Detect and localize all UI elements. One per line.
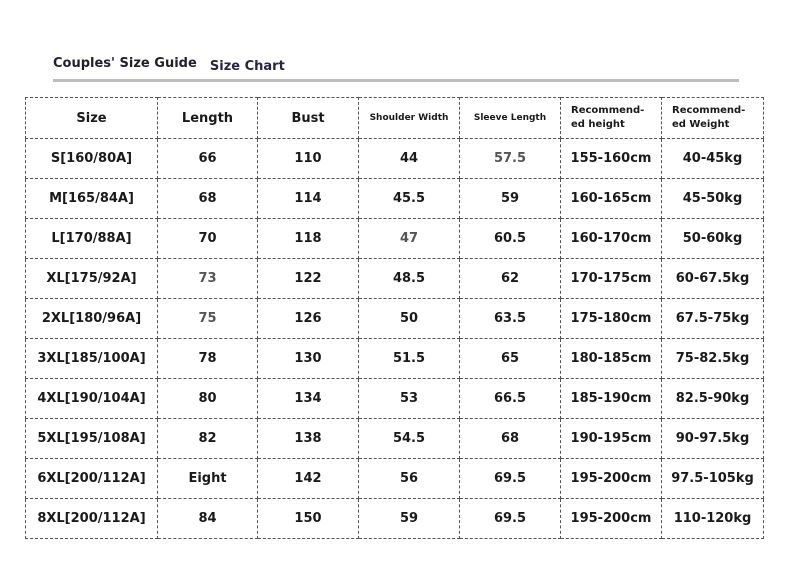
cell-height: 160-170cm xyxy=(561,219,662,259)
cell-size: 5XL[195/108A] xyxy=(26,419,158,459)
cell-sleeve: 63.5 xyxy=(460,299,561,339)
cell-sleeve: 59 xyxy=(460,179,561,219)
header-recommended-height xyxy=(561,98,662,139)
cell-length: 78 xyxy=(158,339,258,379)
cell-height: 180-185cm xyxy=(561,339,662,379)
header-recommended-weight-line1: Recommend- xyxy=(672,105,746,116)
cell-sleeve: 66.5 xyxy=(460,379,561,419)
header-shoulder-width: Shoulder Width xyxy=(359,98,460,139)
cell-length: Eight xyxy=(158,459,258,499)
cell-bust: 122 xyxy=(258,259,359,299)
cell-length: 84 xyxy=(158,499,258,539)
table-row xyxy=(26,339,764,379)
size-chart-table xyxy=(25,97,764,539)
table-row xyxy=(26,139,764,179)
cell-weight: 60-67.5kg xyxy=(662,259,764,299)
cell-weight: 90-97.5kg xyxy=(662,419,764,459)
cell-sleeve: 62 xyxy=(460,259,561,299)
cell-bust: 118 xyxy=(258,219,359,259)
cell-height: 195-200cm xyxy=(561,459,662,499)
cell-shoulder: 53 xyxy=(359,379,460,419)
cell-size: 4XL[190/104A] xyxy=(26,379,158,419)
header-sleeve-length: Sleeve Length xyxy=(460,98,561,139)
cell-height: 175-180cm xyxy=(561,299,662,339)
cell-height: 190-195cm xyxy=(561,419,662,459)
table-row xyxy=(26,299,764,339)
cell-bust: 138 xyxy=(258,419,359,459)
cell-shoulder: 56 xyxy=(359,459,460,499)
cell-size: 2XL[180/96A] xyxy=(26,299,158,339)
cell-shoulder: 51.5 xyxy=(359,339,460,379)
cell-weight: 40-45kg xyxy=(662,139,764,179)
header-recommended-weight-line2: ed Weight xyxy=(672,119,730,130)
cell-size: L[170/88A] xyxy=(26,219,158,259)
cell-weight: 67.5-75kg xyxy=(662,299,764,339)
header-bust: Bust xyxy=(258,98,359,139)
cell-weight: 110-120kg xyxy=(662,499,764,539)
cell-shoulder: 54.5 xyxy=(359,419,460,459)
cell-bust: 150 xyxy=(258,499,359,539)
cell-length: 75 xyxy=(158,299,258,339)
table-row xyxy=(26,459,764,499)
cell-bust: 110 xyxy=(258,139,359,179)
cell-sleeve: 57.5 xyxy=(460,139,561,179)
cell-length: 80 xyxy=(158,379,258,419)
cell-length: 70 xyxy=(158,219,258,259)
cell-bust: 114 xyxy=(258,179,359,219)
cell-shoulder: 45.5 xyxy=(359,179,460,219)
header-length: Length xyxy=(158,98,258,139)
table-row xyxy=(26,379,764,419)
header-divider xyxy=(53,79,739,82)
cell-sleeve: 69.5 xyxy=(460,499,561,539)
cell-length: 82 xyxy=(158,419,258,459)
cell-length: 68 xyxy=(158,179,258,219)
cell-length: 66 xyxy=(158,139,258,179)
cell-size: 8XL[200/112A] xyxy=(26,499,158,539)
cell-weight: 75-82.5kg xyxy=(662,339,764,379)
cell-height: 195-200cm xyxy=(561,499,662,539)
cell-weight: 45-50kg xyxy=(662,179,764,219)
cell-height: 170-175cm xyxy=(561,259,662,299)
header-recommended-weight xyxy=(662,98,764,139)
table-row xyxy=(26,499,764,539)
cell-shoulder: 50 xyxy=(359,299,460,339)
cell-shoulder: 47 xyxy=(359,219,460,259)
cell-height: 185-190cm xyxy=(561,379,662,419)
header-recommended-height-line2: ed height xyxy=(571,119,625,130)
cell-sleeve: 68 xyxy=(460,419,561,459)
table-row xyxy=(26,179,764,219)
cell-bust: 126 xyxy=(258,299,359,339)
header-size: Size xyxy=(26,98,158,139)
cell-shoulder: 48.5 xyxy=(359,259,460,299)
cell-bust: 130 xyxy=(258,339,359,379)
cell-height: 155-160cm xyxy=(561,139,662,179)
cell-bust: 134 xyxy=(258,379,359,419)
cell-size: XL[175/92A] xyxy=(26,259,158,299)
cell-weight: 82.5-90kg xyxy=(662,379,764,419)
page-header xyxy=(53,52,285,74)
cell-sleeve: 65 xyxy=(460,339,561,379)
cell-sleeve: 60.5 xyxy=(460,219,561,259)
page-title: Couples' Size Guide xyxy=(53,56,197,71)
table-row xyxy=(26,219,764,259)
table-header-row xyxy=(26,98,764,139)
table-row xyxy=(26,419,764,459)
cell-shoulder: 59 xyxy=(359,499,460,539)
cell-weight: 97.5-105kg xyxy=(662,459,764,499)
cell-weight: 50-60kg xyxy=(662,219,764,259)
cell-size: M[165/84A] xyxy=(26,179,158,219)
cell-sleeve: 69.5 xyxy=(460,459,561,499)
cell-bust: 142 xyxy=(258,459,359,499)
cell-length: 73 xyxy=(158,259,258,299)
cell-height: 160-165cm xyxy=(561,179,662,219)
cell-size: 6XL[200/112A] xyxy=(26,459,158,499)
cell-size: S[160/80A] xyxy=(26,139,158,179)
header-recommended-height-line1: Recommend- xyxy=(571,105,645,116)
cell-shoulder: 44 xyxy=(359,139,460,179)
table-row xyxy=(26,259,764,299)
cell-size: 3XL[185/100A] xyxy=(26,339,158,379)
page-subtitle: Size Chart xyxy=(209,59,285,74)
